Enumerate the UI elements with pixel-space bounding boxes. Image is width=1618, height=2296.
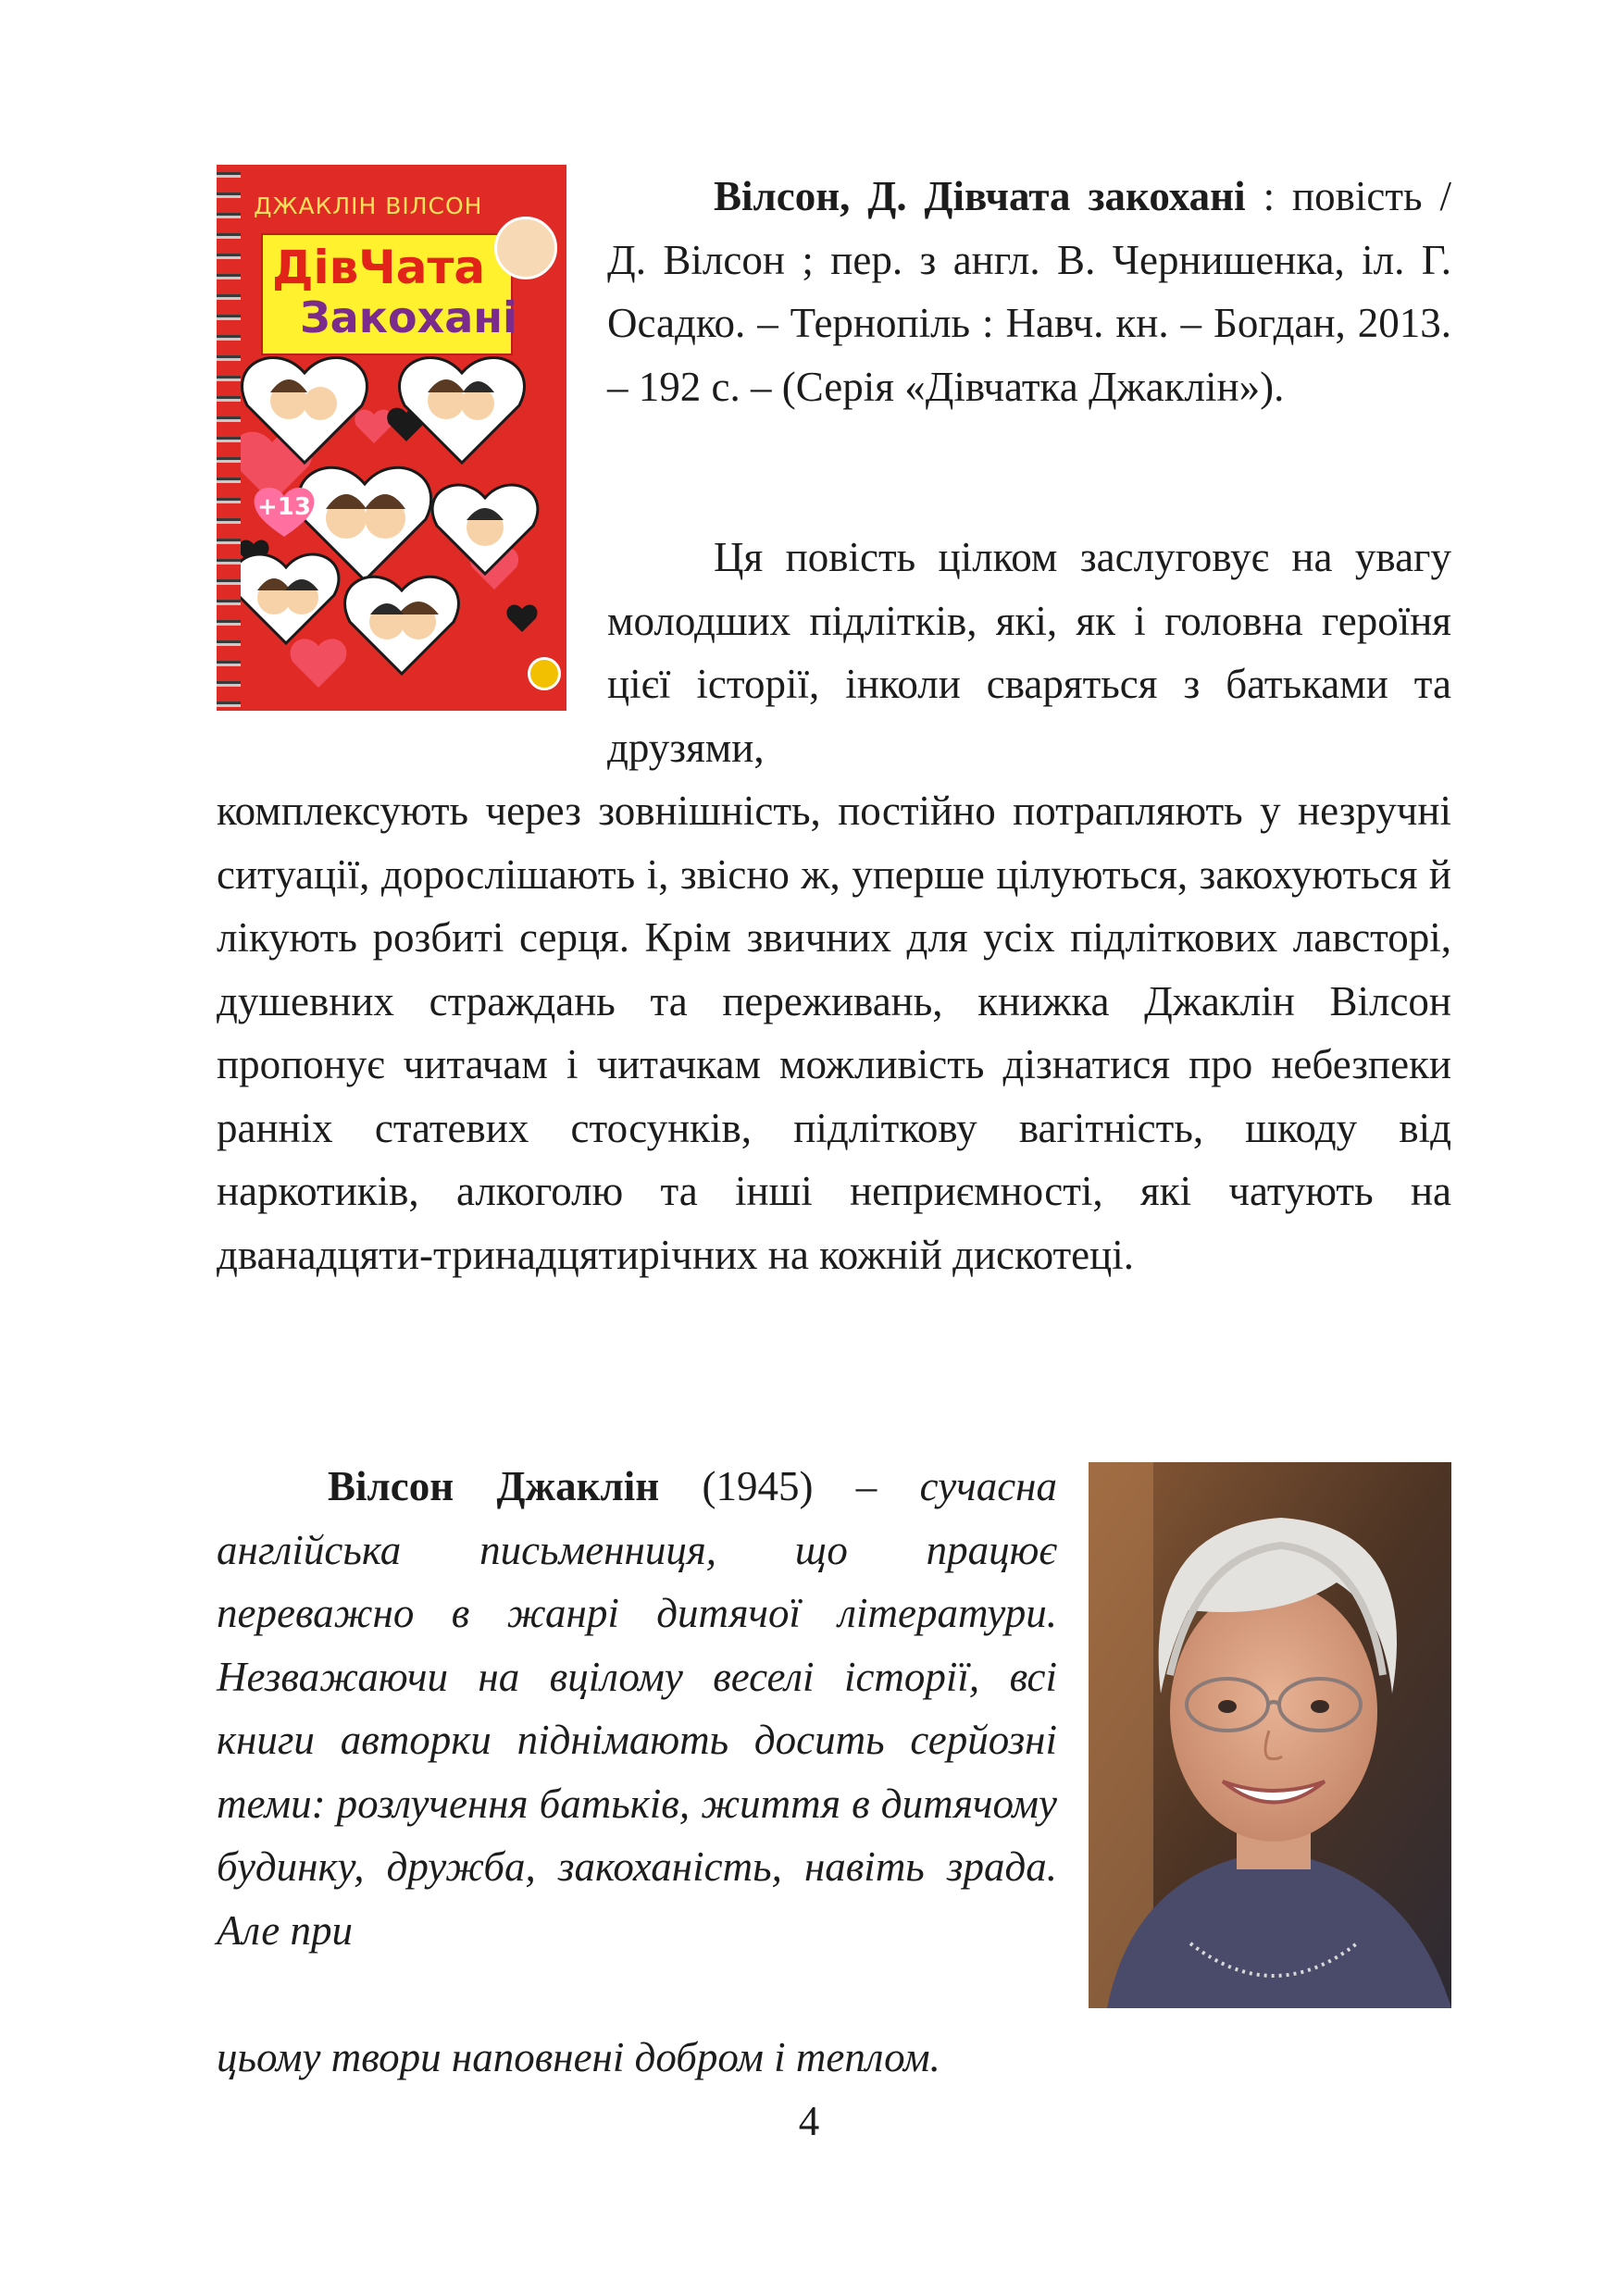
book-cover-image	[217, 165, 566, 711]
cover-title-box	[261, 233, 517, 355]
cover-author-name: ДЖАКЛІН ВІЛСОН	[254, 192, 483, 219]
page-number: 4	[798, 2098, 820, 2144]
book-publication-details: : повість / Д. Вілсон ; пер. з англ. В. Чернишенка, іл. Г. Осадко. – Тернопіль : Навч. кн. – Богдан, 2013. – 192 с. – (Серія «Дівчатка Джаклін»).	[607, 173, 1451, 410]
cover-girl-face-icon	[494, 217, 557, 279]
cover-title-line2: Закохані	[300, 292, 517, 342]
author-name: Вілсон Джаклін	[328, 1463, 660, 1509]
portrait-illustration	[1089, 1462, 1451, 2008]
publisher-logo-icon	[528, 657, 561, 690]
author-bio-text: сучасна англійська письменниця, що працює переважно в жанрі дитячої літератури. Незважаючи на вцілому веселі історії, всі книги авторки піднімають досить серйозні теми: розлучення батьків, життя в дитячому будинку, дружба, закоханість, навіть зрада. Але при	[217, 1463, 1057, 1954]
spiral-binding	[217, 165, 241, 711]
author-portrait-photo	[1089, 1462, 1451, 2008]
age-rating-label: +13	[257, 493, 311, 521]
bibliographic-entry	[607, 165, 1451, 418]
description-paragraph-start: Ця повість цілком заслуговує на увагу молодших підлітків, які, як і головна героїня цієї історії, інколи сваряться з батьками та друзями,	[607, 534, 1451, 771]
author-years: (1945) –	[659, 1463, 920, 1509]
author-bio-last-line: цьому твори наповнені добром і теплом.	[217, 2034, 940, 2080]
author-biography	[217, 1455, 1057, 1962]
book-title-entry: Вілсон, Д. Дівчата закохані	[714, 173, 1246, 219]
age-rating-heart	[250, 479, 318, 539]
cover-title-line1: ДівЧата	[272, 241, 486, 294]
description-paragraph-continued: комплексують через зовнішність, постійно потрапляють у незручні ситуації, дорослішають і, звісно ж, уперше цілуються, закохуються й лікують розбиті серця. Крім звичних для усіх підліткових лавсторі, душевних страждань та переживань, книжка Джаклін Вілсон пропонує читачам і читачкам можливість дізнатися про небезпеки ранніх статевих стосунків, підліткову вагітність, шкоду від наркотиків, алкоголю та інші неприємності, які чатують на дванадцяти-тринадцятирічних на кожній дискотеці.	[217, 788, 1451, 1278]
